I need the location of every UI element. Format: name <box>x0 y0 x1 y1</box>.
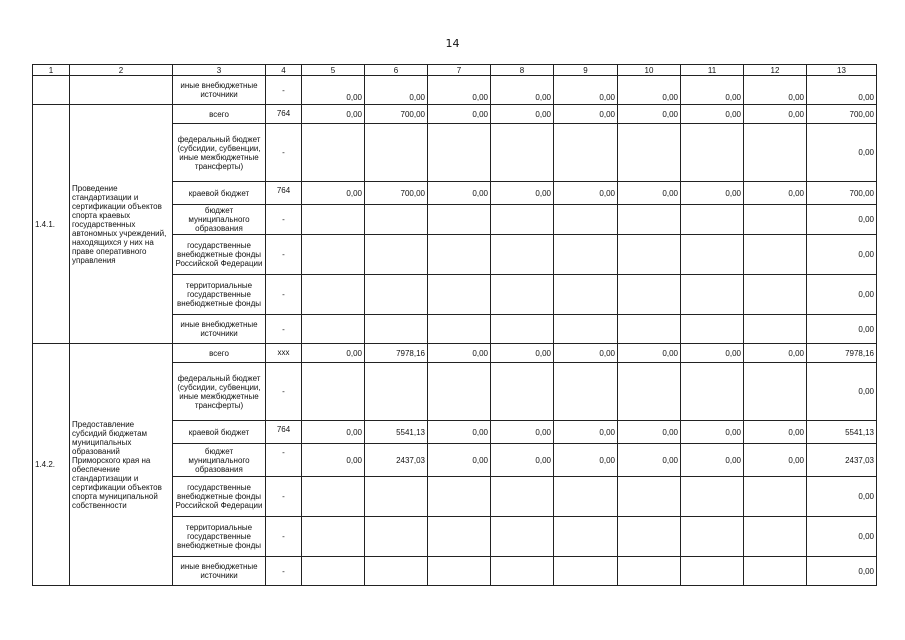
value-cell-col7 <box>428 315 491 344</box>
value-cell-col6: 700,00 <box>365 105 428 124</box>
funding-source-cell: иные внебюджетные источники <box>173 76 266 105</box>
value-cell-col9: 0,00 <box>554 182 618 205</box>
value-cell-col11: 0,00 <box>681 105 744 124</box>
funding-source-cell: краевой бюджет <box>173 421 266 444</box>
value-cell-col8 <box>491 205 554 235</box>
value-cell-col10 <box>618 517 681 557</box>
value-cell-col6 <box>365 275 428 315</box>
value-cell-col13: 0,00 <box>807 205 877 235</box>
value-cell-col11 <box>681 477 744 517</box>
value-cell-col13: 2437,03 <box>807 444 877 477</box>
value-cell-col6: 5541,13 <box>365 421 428 444</box>
value-cell-col12 <box>744 363 807 421</box>
value-cell-col7 <box>428 517 491 557</box>
value-cell-col13: 0,00 <box>807 235 877 275</box>
value-cell-col10: 0,00 <box>618 76 681 105</box>
value-cell-col12: 0,00 <box>744 105 807 124</box>
value-cell-col10: 0,00 <box>618 105 681 124</box>
value-cell-col12: 0,00 <box>744 76 807 105</box>
value-cell-col10 <box>618 477 681 517</box>
funding-source-cell: федеральный бюджет (субсидии, субвенции, иные межбюджетные трансферты) <box>173 124 266 182</box>
value-cell-col8 <box>491 363 554 421</box>
code-cell: 764 <box>266 421 302 444</box>
value-cell-col8: 0,00 <box>491 105 554 124</box>
code-cell: - <box>266 235 302 275</box>
value-cell-col11 <box>681 557 744 586</box>
value-cell-col11: 0,00 <box>681 76 744 105</box>
value-cell-col10 <box>618 557 681 586</box>
value-cell-col7: 0,00 <box>428 76 491 105</box>
header-cell: 3 <box>173 65 266 76</box>
code-cell: - <box>266 477 302 517</box>
value-cell-col5 <box>302 235 365 275</box>
funding-source-cell: краевой бюджет <box>173 182 266 205</box>
value-cell-col10 <box>618 275 681 315</box>
value-cell-col8: 0,00 <box>491 76 554 105</box>
value-cell-col8 <box>491 477 554 517</box>
value-cell-col7: 0,00 <box>428 444 491 477</box>
value-cell-col6 <box>365 315 428 344</box>
value-cell-col8 <box>491 124 554 182</box>
value-cell-col7 <box>428 477 491 517</box>
value-cell-col5 <box>302 477 365 517</box>
value-cell-col9 <box>554 517 618 557</box>
code-cell: - <box>266 557 302 586</box>
header-cell: 6 <box>365 65 428 76</box>
value-cell-col7: 0,00 <box>428 344 491 363</box>
value-cell-col11 <box>681 275 744 315</box>
table-row <box>33 76 877 105</box>
value-cell-col12 <box>744 557 807 586</box>
value-cell-col7 <box>428 124 491 182</box>
value-cell-col13: 0,00 <box>807 557 877 586</box>
table-row <box>33 344 877 363</box>
value-cell-col5 <box>302 363 365 421</box>
value-cell-col5: 0,00 <box>302 344 365 363</box>
value-cell-col5 <box>302 517 365 557</box>
value-cell-col9: 0,00 <box>554 344 618 363</box>
value-cell-col13: 700,00 <box>807 105 877 124</box>
value-cell-col11 <box>681 363 744 421</box>
value-cell-col7 <box>428 363 491 421</box>
value-cell-col10: 0,00 <box>618 344 681 363</box>
funding-source-cell: государственные внебюджетные фонды Российской Федерации <box>173 235 266 275</box>
item-number-cell <box>33 76 70 105</box>
value-cell-col9 <box>554 205 618 235</box>
table-body <box>33 76 877 586</box>
value-cell-col5 <box>302 124 365 182</box>
value-cell-col13: 0,00 <box>807 124 877 182</box>
value-cell-col10 <box>618 235 681 275</box>
value-cell-col13: 7978,16 <box>807 344 877 363</box>
item-number-cell: 1.4.1. <box>33 105 70 344</box>
header-cell: 11 <box>681 65 744 76</box>
value-cell-col6 <box>365 557 428 586</box>
value-cell-col5: 0,00 <box>302 105 365 124</box>
header-cell: 2 <box>70 65 173 76</box>
value-cell-col8 <box>491 517 554 557</box>
header-cell: 8 <box>491 65 554 76</box>
funding-source-cell: территориальные государственные внебюджетные фонды <box>173 275 266 315</box>
value-cell-col9 <box>554 124 618 182</box>
value-cell-col12: 0,00 <box>744 421 807 444</box>
value-cell-col8 <box>491 315 554 344</box>
value-cell-col10: 0,00 <box>618 444 681 477</box>
value-cell-col7 <box>428 557 491 586</box>
value-cell-col9: 0,00 <box>554 444 618 477</box>
value-cell-col7: 0,00 <box>428 182 491 205</box>
header-cell: 9 <box>554 65 618 76</box>
header-cell: 10 <box>618 65 681 76</box>
code-cell: - <box>266 517 302 557</box>
value-cell-col11 <box>681 517 744 557</box>
header-cell: 5 <box>302 65 365 76</box>
code-cell: - <box>266 124 302 182</box>
value-cell-col7: 0,00 <box>428 421 491 444</box>
code-cell: - <box>266 205 302 235</box>
funding-source-cell: всего <box>173 105 266 124</box>
value-cell-col12 <box>744 315 807 344</box>
value-cell-col5 <box>302 315 365 344</box>
value-cell-col10 <box>618 315 681 344</box>
value-cell-col12 <box>744 205 807 235</box>
value-cell-col8 <box>491 557 554 586</box>
value-cell-col12: 0,00 <box>744 344 807 363</box>
item-description-cell <box>70 76 173 105</box>
funding-source-cell: иные внебюджетные источники <box>173 557 266 586</box>
value-cell-col9: 0,00 <box>554 76 618 105</box>
value-cell-col9 <box>554 235 618 275</box>
value-cell-col6 <box>365 205 428 235</box>
value-cell-col11 <box>681 205 744 235</box>
value-cell-col11: 0,00 <box>681 421 744 444</box>
value-cell-col6 <box>365 517 428 557</box>
budget-table <box>32 64 877 586</box>
code-cell: - <box>266 444 302 477</box>
value-cell-col5: 0,00 <box>302 76 365 105</box>
funding-source-cell: федеральный бюджет (субсидии, субвенции, иные межбюджетные трансферты) <box>173 363 266 421</box>
funding-source-cell: территориальные государственные внебюджетные фонды <box>173 517 266 557</box>
value-cell-col12: 0,00 <box>744 182 807 205</box>
value-cell-col11: 0,00 <box>681 344 744 363</box>
value-cell-col11: 0,00 <box>681 444 744 477</box>
value-cell-col9 <box>554 315 618 344</box>
value-cell-col12 <box>744 275 807 315</box>
page-number: 14 <box>445 37 460 50</box>
value-cell-col9 <box>554 557 618 586</box>
funding-source-cell: бюджет муниципального образования <box>173 205 266 235</box>
item-description-cell: Предоставление субсидий бюджетам муниципальных образований Приморского края на обеспечение стандартизации и сертификации объектов спорта муниципальной собственности <box>70 344 173 586</box>
funding-source-cell: бюджет муниципального образования <box>173 444 266 477</box>
value-cell-col13: 0,00 <box>807 517 877 557</box>
value-cell-col13: 5541,13 <box>807 421 877 444</box>
value-cell-col10 <box>618 363 681 421</box>
header-row <box>33 65 877 76</box>
value-cell-col6: 7978,16 <box>365 344 428 363</box>
value-cell-col11: 0,00 <box>681 182 744 205</box>
header-cell: 4 <box>266 65 302 76</box>
value-cell-col6: 2437,03 <box>365 444 428 477</box>
value-cell-col13: 0,00 <box>807 477 877 517</box>
value-cell-col7 <box>428 205 491 235</box>
value-cell-col13: 0,00 <box>807 315 877 344</box>
value-cell-col5 <box>302 557 365 586</box>
funding-source-cell: государственные внебюджетные фонды Российской Федерации <box>173 477 266 517</box>
value-cell-col12 <box>744 477 807 517</box>
value-cell-col7 <box>428 275 491 315</box>
value-cell-col11 <box>681 235 744 275</box>
value-cell-col12 <box>744 124 807 182</box>
value-cell-col10 <box>618 205 681 235</box>
value-cell-col13: 0,00 <box>807 275 877 315</box>
header-cell: 7 <box>428 65 491 76</box>
value-cell-col8: 0,00 <box>491 344 554 363</box>
value-cell-col10 <box>618 124 681 182</box>
value-cell-col7: 0,00 <box>428 105 491 124</box>
code-cell: - <box>266 315 302 344</box>
value-cell-col11 <box>681 315 744 344</box>
code-cell: ххх <box>266 344 302 363</box>
header-cell: 12 <box>744 65 807 76</box>
value-cell-col13: 700,00 <box>807 182 877 205</box>
value-cell-col12 <box>744 517 807 557</box>
code-cell: 764 <box>266 105 302 124</box>
value-cell-col12 <box>744 235 807 275</box>
value-cell-col10: 0,00 <box>618 421 681 444</box>
value-cell-col9 <box>554 363 618 421</box>
value-cell-col6: 700,00 <box>365 182 428 205</box>
value-cell-col6 <box>365 124 428 182</box>
value-cell-col9 <box>554 275 618 315</box>
code-cell: - <box>266 76 302 105</box>
value-cell-col5: 0,00 <box>302 444 365 477</box>
value-cell-col7 <box>428 235 491 275</box>
value-cell-col8 <box>491 275 554 315</box>
item-description-cell: Проведение стандартизации и сертификации объектов спорта краевых государственных автономных учреждений, находящихся у них на праве оперативного управления <box>70 105 173 344</box>
code-cell: - <box>266 363 302 421</box>
value-cell-col5 <box>302 275 365 315</box>
funding-source-cell: всего <box>173 344 266 363</box>
header-cell: 13 <box>807 65 877 76</box>
value-cell-col8 <box>491 235 554 275</box>
code-cell: - <box>266 275 302 315</box>
value-cell-col6 <box>365 477 428 517</box>
value-cell-col8: 0,00 <box>491 421 554 444</box>
value-cell-col5: 0,00 <box>302 182 365 205</box>
item-number-cell: 1.4.2. <box>33 344 70 586</box>
value-cell-col12: 0,00 <box>744 444 807 477</box>
value-cell-col6: 0,00 <box>365 76 428 105</box>
value-cell-col5 <box>302 205 365 235</box>
funding-source-cell: иные внебюджетные источники <box>173 315 266 344</box>
value-cell-col9 <box>554 477 618 517</box>
value-cell-col5: 0,00 <box>302 421 365 444</box>
table-row <box>33 105 877 124</box>
value-cell-col10: 0,00 <box>618 182 681 205</box>
value-cell-col6 <box>365 235 428 275</box>
value-cell-col9: 0,00 <box>554 421 618 444</box>
value-cell-col13: 0,00 <box>807 76 877 105</box>
value-cell-col6 <box>365 363 428 421</box>
value-cell-col8: 0,00 <box>491 182 554 205</box>
value-cell-col8: 0,00 <box>491 444 554 477</box>
header-cell: 1 <box>33 65 70 76</box>
value-cell-col9: 0,00 <box>554 105 618 124</box>
value-cell-col11 <box>681 124 744 182</box>
value-cell-col13: 0,00 <box>807 363 877 421</box>
code-cell: 764 <box>266 182 302 205</box>
